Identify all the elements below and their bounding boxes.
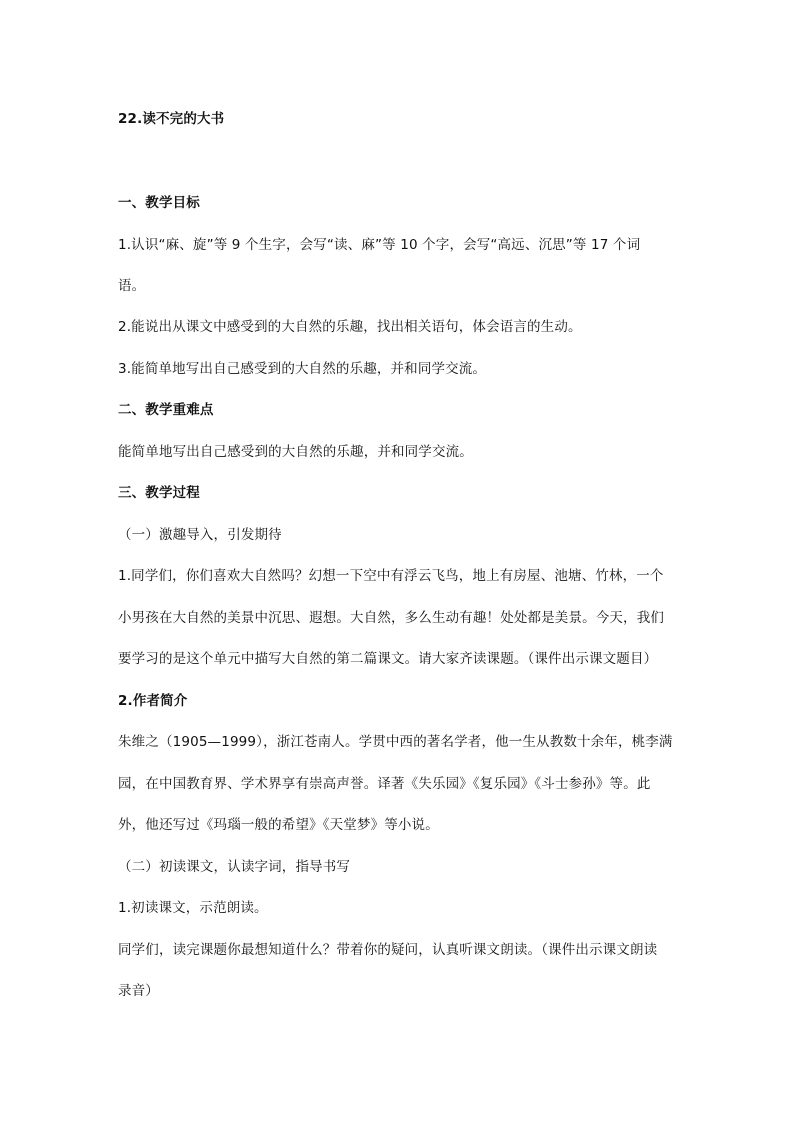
process-part-2-item-1-line-2: 录音） — [118, 983, 159, 999]
author-intro-line-3: 外，他还写过《玛瑙一般的希望》《天堂梦》等小说。 — [118, 817, 439, 833]
objective-item-1-line-1: 1.认识“麻、旋”等 9 个生字，会写“读、麻”等 10 个字，会写“高远、沉思”等 17 个词 — [118, 237, 641, 253]
author-intro-line-2: 园，在中国教育界、学术界享有崇高声誉。译著《失乐园》《复乐园》《斗士参孙》等。此 — [118, 776, 651, 792]
author-intro-line-1: 朱维之（1905—1999），浙江苍南人。学贯中西的著名学者，他一生从教数十余年，桃李满 — [118, 734, 673, 750]
process-part-1-item-1-line-3: 要学习的是这个单元中描写大自然的第二篇课文。请大家齐读课题。（课件出示课文题目） — [118, 651, 658, 667]
objective-item-1-line-2: 语。 — [118, 278, 146, 294]
page-title: 22.读不完的大书 — [118, 111, 225, 127]
author-intro-heading: 2.作者简介 — [118, 693, 188, 709]
process-part-1-item-1-line-2: 小男孩在大自然的美景中沉思、遐想。大自然，多么生动有趣！处处都是美景。今天，我们 — [118, 610, 664, 626]
section-heading-process: 三、教学过程 — [118, 485, 200, 501]
objective-item-2: 2.能说出从课文中感受到的大自然的乐趣，找出相关语句，体会语言的生动。 — [118, 319, 582, 335]
process-part-1-heading: （一）激趣导入，引发期待 — [118, 527, 282, 543]
process-part-2-heading: （二）初读课文，认读字词，指导书写 — [118, 859, 351, 875]
objective-item-3: 3.能简单地写出自己感受到的大自然的乐趣，并和同学交流。 — [118, 361, 487, 377]
section-heading-key-points: 二、教学重难点 — [118, 402, 214, 418]
section-heading-objectives: 一、教学目标 — [118, 195, 200, 211]
key-points-text: 能简单地写出自己感受到的大自然的乐趣，并和同学交流。 — [118, 444, 473, 460]
process-part-2-item-1-heading: 1.初读课文，示范朗读。 — [118, 900, 268, 916]
process-part-2-item-1-line-1: 同学们，读完课题你最想知道什么？带着你的疑问，认真听课文朗读。（课件出示课文朗读 — [118, 942, 658, 958]
process-part-1-item-1-line-1: 1.同学们，你们喜欢大自然吗？幻想一下空中有浮云飞鸟，地上有房屋、池塘、竹林，一个 — [118, 568, 664, 584]
